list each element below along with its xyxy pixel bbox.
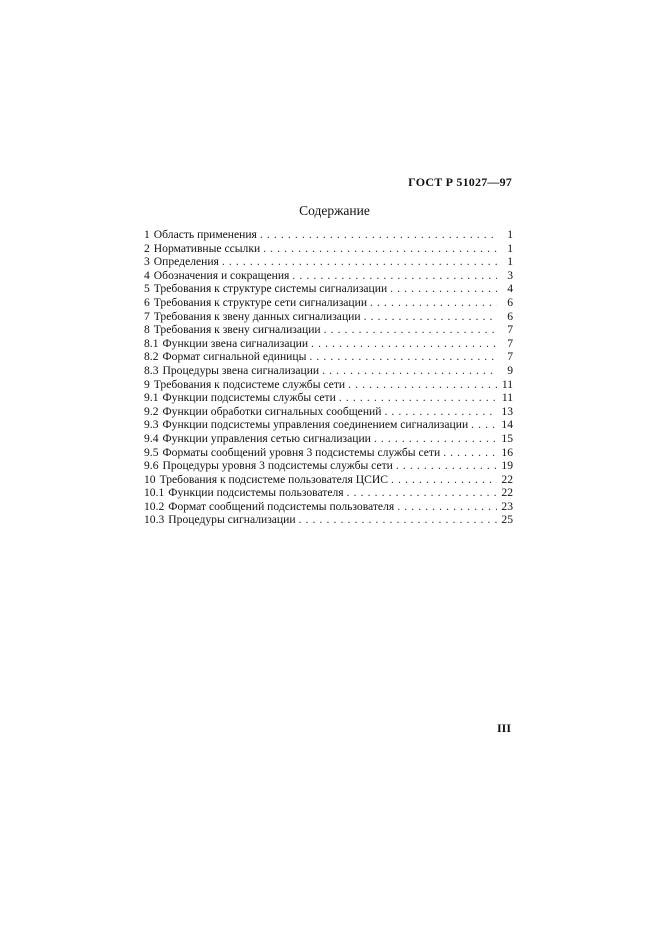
toc-entry-number: 8.1 [144, 336, 159, 350]
toc-entry-number: 8 [144, 323, 150, 337]
toc-leader-dots [345, 378, 497, 392]
toc-entry-number: 8.3 [144, 363, 159, 377]
toc-entry-number: 10.2 [144, 499, 165, 513]
toc-entry-title: Область применения [153, 228, 257, 241]
toc-entry-number: 3 [144, 255, 150, 269]
toc-entry-number: 9.4 [144, 431, 159, 445]
toc-entry-number: 7 [144, 309, 150, 323]
toc-entry [144, 323, 513, 337]
toc-entry [144, 378, 513, 392]
toc-leader-dots [393, 459, 497, 473]
table-of-contents [144, 228, 513, 527]
toc-leader-dots [371, 432, 497, 446]
toc-entry-page: 11 [501, 391, 513, 405]
toc-leader-dots [387, 282, 497, 296]
toc-entry-number: 5 [144, 282, 150, 296]
toc-leader-dots [367, 296, 497, 310]
toc-leader-dots [308, 337, 497, 351]
toc-leader-dots [321, 323, 497, 337]
toc-leader-dots [468, 418, 497, 432]
toc-entry-page: 1 [507, 228, 513, 241]
toc-entry-title: Требования к звену данных сигнализации [153, 309, 361, 323]
toc-entry-number: 4 [144, 268, 150, 282]
toc-entry-page: 7 [507, 336, 513, 350]
toc-entry-number: 9.5 [144, 445, 159, 459]
toc-entry-title: Функции звена сигнализации [162, 336, 309, 350]
toc-entry-title: Требования к структуре сети сигнализации [153, 295, 368, 309]
toc-leader-dots [388, 473, 497, 487]
toc-entry [144, 228, 513, 242]
document-code: ГОСТ Р 51027—97 [408, 175, 512, 189]
toc-leader-dots [289, 269, 497, 283]
toc-entry [144, 473, 513, 487]
toc-entry-page: 19 [501, 459, 513, 473]
toc-leader-dots [361, 310, 497, 324]
toc-entry-number: 9.3 [144, 418, 159, 432]
toc-entry-title: Функции подсистемы управления соединением сигнализации [162, 418, 469, 432]
toc-leader-dots [260, 242, 497, 256]
toc-entry [144, 446, 513, 460]
toc-entry [144, 310, 513, 324]
toc-entry [144, 405, 513, 419]
toc-leader-dots [306, 350, 497, 364]
toc-entry [144, 269, 513, 283]
toc-entry [144, 337, 513, 351]
toc-entry-page: 1 [507, 241, 513, 255]
toc-entry [144, 242, 513, 256]
toc-entry-page: 3 [507, 268, 513, 282]
page-number: III [496, 721, 511, 735]
toc-entry-page: 7 [507, 350, 513, 364]
toc-entry [144, 282, 513, 296]
toc-entry [144, 350, 513, 364]
toc-entry-number: 9.6 [144, 459, 159, 473]
toc-entry [144, 255, 513, 269]
toc-entry-title: Требования к структуре системы сигнализации [153, 282, 388, 296]
toc-leader-dots [394, 500, 497, 514]
toc-entry-title: Требования к подсистеме пользователя ЦСИС [159, 472, 389, 486]
toc-entry-page: 9 [507, 363, 513, 377]
toc-leader-dots [257, 228, 497, 242]
toc-entry-title: Формат сообщений подсистемы пользователя [168, 499, 395, 513]
toc-entry-title: Процедуры уровня 3 подсистемы службы сети [162, 459, 393, 473]
toc-leader-dots [296, 513, 497, 527]
toc-entry-page: 6 [507, 295, 513, 309]
toc-leader-dots [344, 486, 497, 500]
toc-entry [144, 486, 513, 500]
toc-title: Содержание [299, 203, 370, 218]
toc-entry-page: 16 [501, 445, 513, 459]
toc-entry [144, 513, 513, 527]
toc-entry [144, 391, 513, 405]
toc-entry-number: 1 [144, 228, 150, 241]
toc-entry-title: Формат сигнальной единицы [162, 350, 307, 364]
toc-leader-dots [219, 255, 497, 269]
toc-entry-number: 2 [144, 241, 150, 255]
toc-entry [144, 500, 513, 514]
toc-entry [144, 459, 513, 473]
toc-entry [144, 364, 513, 378]
toc-entry-number: 10.1 [144, 486, 165, 500]
toc-entry-title: Процедуры сигнализации [168, 513, 296, 527]
toc-leader-dots [440, 446, 497, 460]
toc-entry-title: Обозначения и сокращения [153, 268, 290, 282]
toc-entry-page: 11 [501, 377, 513, 391]
toc-leader-dots [319, 364, 497, 378]
toc-entry-number: 8.2 [144, 350, 159, 364]
toc-entry-title: Процедуры звена сигнализации [162, 363, 320, 377]
toc-entry-title: Нормативные ссылки [153, 241, 261, 255]
toc-entry-title: Определения [153, 255, 219, 269]
toc-entry-title: Требования к звену сигнализации [153, 323, 321, 337]
toc-entry-page: 1 [507, 255, 513, 269]
toc-entry-number: 6 [144, 295, 150, 309]
toc-entry-number: 10.3 [144, 513, 165, 527]
toc-entry-number: 9.1 [144, 391, 159, 405]
toc-entry [144, 418, 513, 432]
toc-entry-page: 13 [501, 404, 513, 418]
toc-entry-page: 22 [501, 472, 513, 486]
toc-entry-page: 4 [507, 282, 513, 296]
toc-entry-page: 25 [501, 513, 513, 527]
toc-entry-title: Функции управления сетью сигнализации [162, 431, 371, 445]
toc-entry-page: 7 [507, 323, 513, 337]
toc-entry [144, 432, 513, 446]
toc-entry-page: 22 [501, 486, 513, 500]
toc-entry-number: 9.2 [144, 404, 159, 418]
toc-entry [144, 296, 513, 310]
toc-entry-title: Функции обработки сигнальных сообщений [162, 404, 382, 418]
toc-entry-title: Функции подсистемы службы сети [162, 391, 336, 405]
toc-entry-title: Требования к подсистеме службы сети [153, 377, 346, 391]
toc-entry-page: 14 [501, 418, 513, 432]
toc-leader-dots [336, 391, 497, 405]
toc-entry-page: 15 [501, 431, 513, 445]
toc-entry-page: 6 [507, 309, 513, 323]
toc-entry-number: 9 [144, 377, 150, 391]
toc-entry-title: Функции подсистемы пользователя [168, 486, 344, 500]
toc-entry-title: Форматы сообщений уровня 3 подсистемы службы сети [162, 445, 441, 459]
toc-entry-page: 23 [501, 499, 513, 513]
toc-entry-number: 10 [144, 472, 156, 486]
toc-leader-dots [381, 405, 497, 419]
